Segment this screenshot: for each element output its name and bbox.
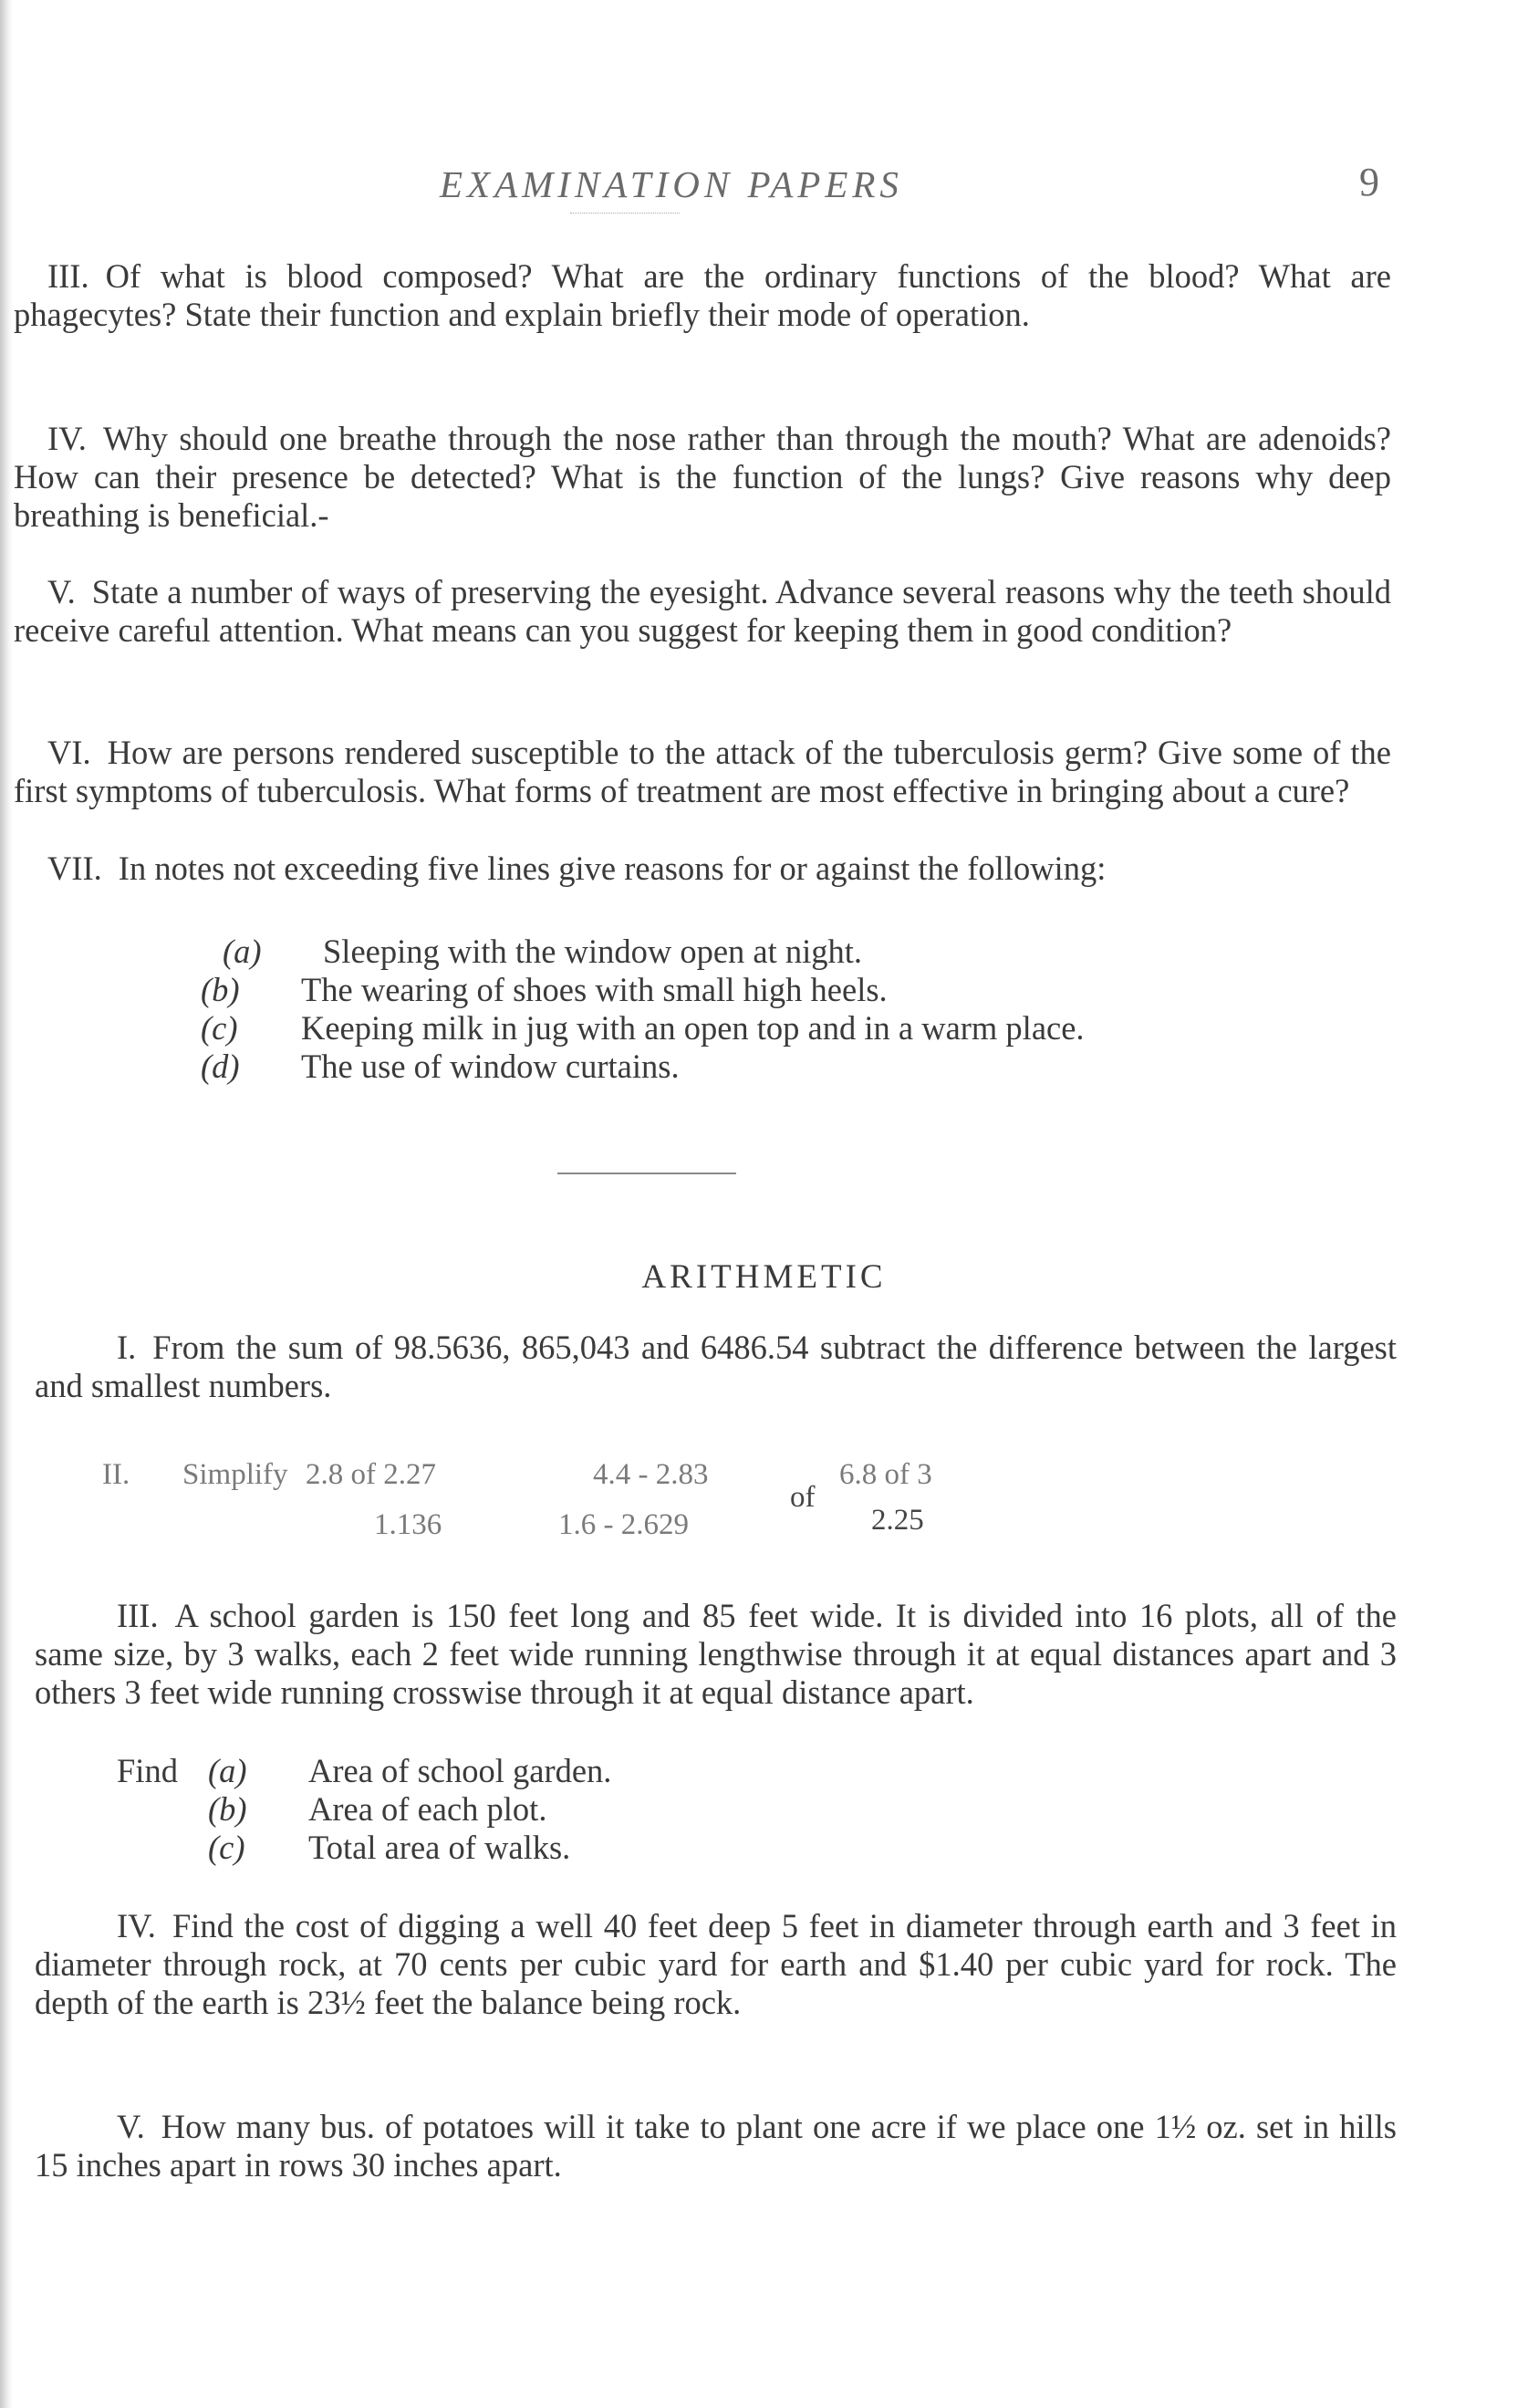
question-2-label: II. xyxy=(102,1458,130,1491)
page-number: 9 xyxy=(1359,160,1379,204)
page-header xyxy=(0,155,1528,210)
simplify-word: Simplify xyxy=(182,1458,288,1491)
section-divider xyxy=(557,1173,736,1174)
question-7-item-b: (b) The wearing of shoes with small high heels. xyxy=(201,971,888,1008)
question-7: VII. In notes not exceeding five lines give reasons for or against the following: xyxy=(47,850,1107,887)
section-title-arithmetic: ARITHMETIC xyxy=(641,1258,887,1296)
expr2-numerator: 4.4 - 2.83 xyxy=(593,1458,709,1491)
question-5: V. State a number of ways of preserving the eyesight. Advance several reasons why the teeth should receive careful attention. What means can you suggest for keeping them in good condition? xyxy=(14,573,1391,649)
find-word: Find xyxy=(117,1752,178,1789)
question-4: IV. Why should one breathe through the nose rather than through the mouth? What are adenoids? How can their presence be detected? What is the function of the lungs? Give reasons why deep breathing is beneficial.- xyxy=(14,420,1391,534)
of-word: of xyxy=(790,1481,816,1514)
expr3-numerator: 6.8 of 3 xyxy=(839,1458,932,1491)
question-3-item-b: (b) Area of each plot. xyxy=(208,1790,547,1828)
header-rule xyxy=(570,213,680,214)
arithmetic-question-2 xyxy=(0,1458,1528,1549)
expr3-denominator: 2.25 xyxy=(871,1504,924,1537)
arithmetic-question-5: V. How many bus. of potatoes will it take to plant one acre if we place one 1½ oz. set in hills 15 inches apart in rows 30 inches apart. xyxy=(35,2108,1397,2184)
question-7-item-d: (d) The use of window curtains. xyxy=(201,1048,680,1085)
running-title: EXAMINATION PAPERS xyxy=(440,163,903,205)
question-6: VI. How are persons rendered susceptible to the attack of the tuberculosis germ? Give some of the first symptoms of tuberculosis. What forms of treatment are most effective in bringing about a cure? xyxy=(14,734,1391,809)
arithmetic-question-1: I. From the sum of 98.5636, 865,043 and 6486.54 subtract the difference between the largest and smallest numbers. xyxy=(35,1329,1397,1404)
expr1-numerator: 2.8 of 2.27 xyxy=(306,1458,436,1491)
arithmetic-question-3: III. A school garden is 150 feet long and 85 feet wide. It is divided into 16 plots, all of the same size, by 3 walks, each 2 feet wide running lengthwise through it at equal distances apart and 3 others 3 feet wide running crosswise through it at equal distance apart. xyxy=(35,1597,1397,1711)
arithmetic-question-4: IV. Find the cost of digging a well 40 feet deep 5 feet in diameter through earth and 3 feet in diameter through rock, at 70 cents per cubic yard for earth and $1.40 per cubic yard for rock. The depth of the earth is 23½ feet the balance being rock. xyxy=(35,1907,1397,2021)
question-3: III. Of what is blood composed? What are the ordinary functions of the blood? What are phagecytes? State their function and explain briefly their mode of operation. xyxy=(14,257,1391,333)
question-3-item-a: Find (a) Area of school garden. xyxy=(117,1752,612,1789)
page-edge-shadow xyxy=(0,0,13,2408)
question-3-item-c: (c) Total area of walks. xyxy=(208,1829,571,1866)
question-7-item-a: (a) Sleeping with the window open at night. xyxy=(223,933,863,970)
question-7-item-c: (c) Keeping milk in jug with an open top and in a warm place. xyxy=(201,1009,1085,1047)
expr1-denominator: 1.136 xyxy=(374,1508,442,1541)
expr2-denominator: 1.6 - 2.629 xyxy=(558,1508,689,1541)
